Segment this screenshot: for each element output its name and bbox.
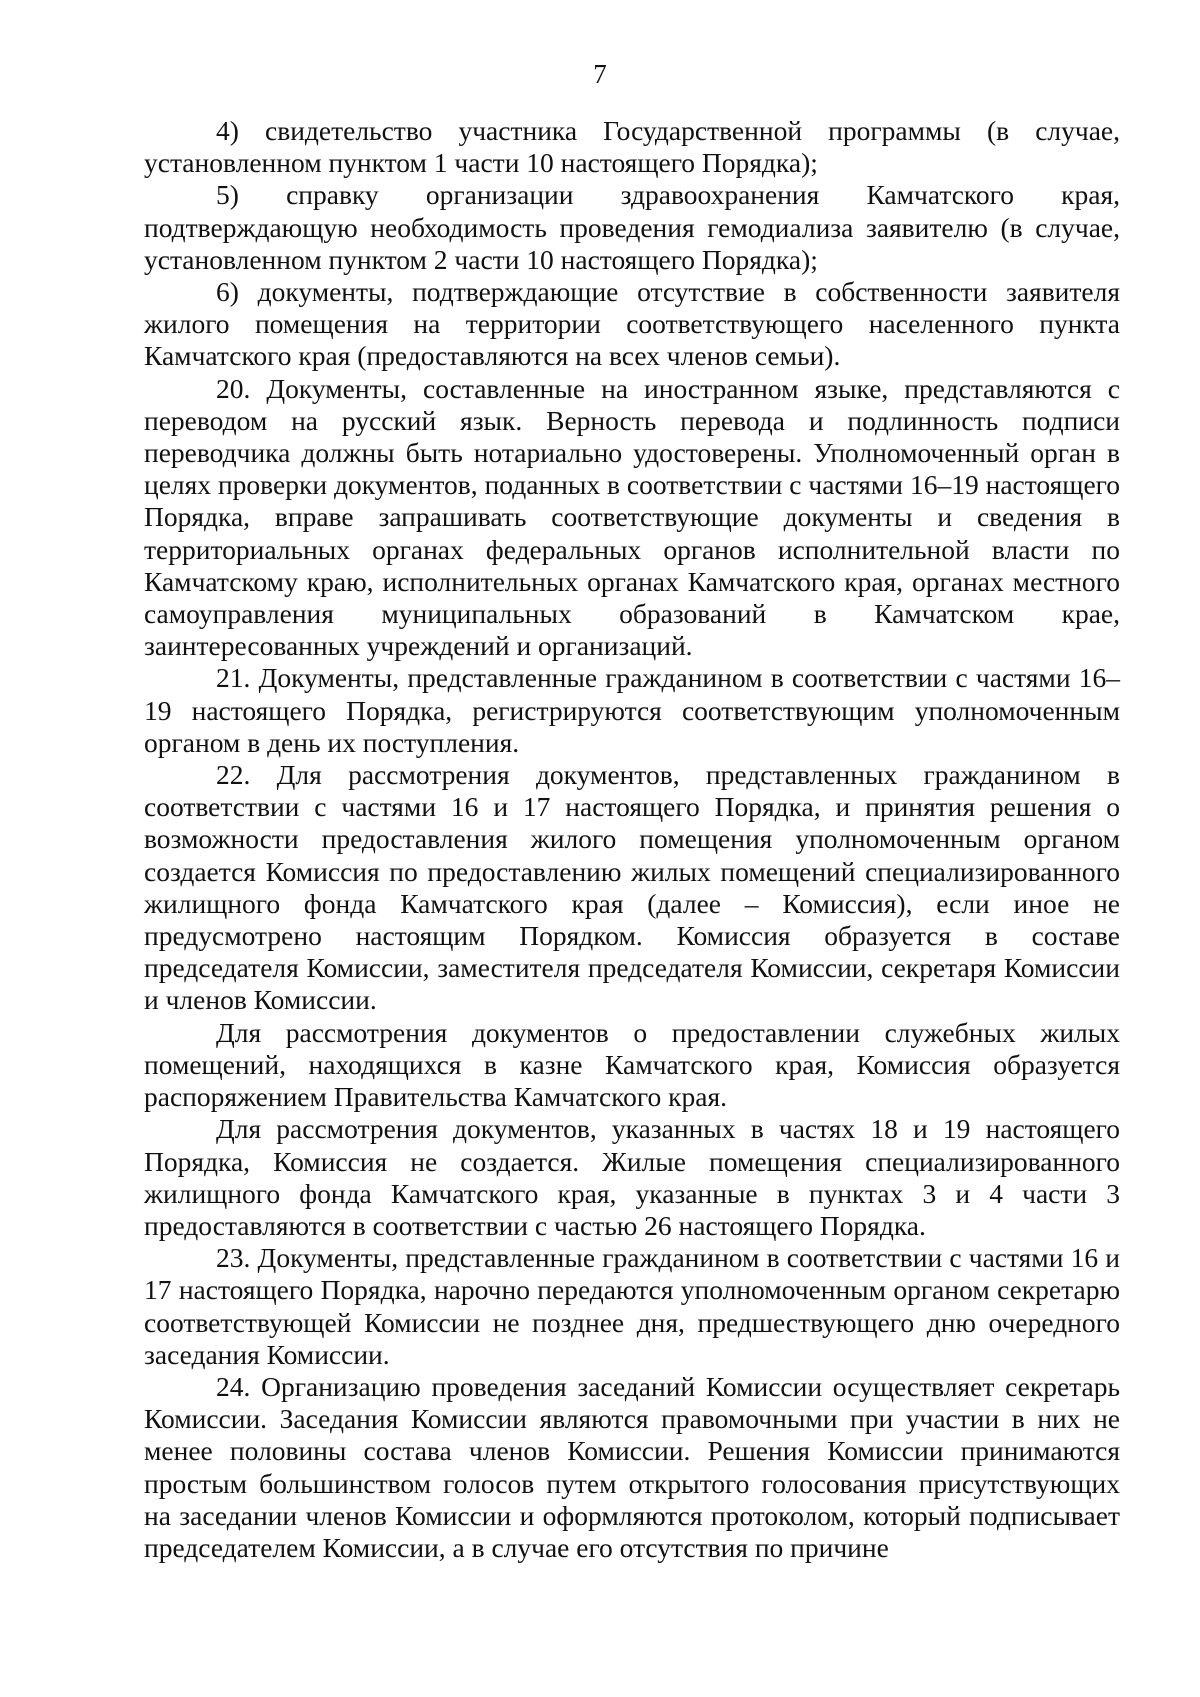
paragraph-item-4: 4) свидетельство участника Государственной программы (в случае, установленном пунктом 1 части 10 настоящего Порядка); xyxy=(144,115,1120,179)
paragraph-item-5: 5) справку организации здравоохранения Камчатского края, подтверждающую необходимость проведения гемодиализа заявителю (в случае, установленном пунктом 2 части 10 настоящего Порядка); xyxy=(144,179,1120,275)
paragraph-item-6: 6) документы, подтверждающие отсутствие в собственности заявителя жилого помещения на территории соответствующего населенного пункта Камчатского края (предоставляются на всех членов семьи). xyxy=(144,276,1120,372)
paragraph-section-24: 24. Организацию проведения заседаний Комиссии осуществляет секретарь Комиссии. Заседания Комиссии являются правомочными при участии в них не менее половины состава членов Комиссии. Решения Комиссии принимаются простым большинством голосов путем открытого голосования присутствующих на заседании членов Комиссии и оформляются протоколом, который подписывает председателем Комиссии, а в случае его отсутствия по причине xyxy=(144,1370,1120,1563)
paragraph-section-22: 22. Для рассмотрения документов, представленных гражданином в соответствии с частями 16 и 17 настоящего Порядка, и принятия решения о возможности предоставления жилого помещения уполномоченным органом создается Комиссия по предоставлению жилых помещений специализированного жилищного фонда Камчатского края (далее – Комиссия), если иное не предусмотрено настоящим Порядком. Комиссия образуется в составе председателя Комиссии, заместителя председателя Комиссии, секретаря Комиссии и членов Комиссии. xyxy=(144,759,1120,1016)
page-number: 7 xyxy=(593,59,607,89)
paragraph-parts-18-19: Для рассмотрения документов, указанных в частях 18 и 19 настоящего Порядка, Комиссия не создается. Жилые помещения специализированного жилищного фонда Камчатского края, указанные в пунктах 3 и 4 части 3 предоставляются в соответствии с частью 26 настоящего Порядка. xyxy=(144,1113,1120,1241)
paragraph-section-20: 20. Документы, составленные на иностранном языке, представляются с переводом на русский язык. Верность перевода и подлинность подписи переводчика должны быть нотариально удостоверены. Уполномоченный орган в целях проверки документов, поданных в соответствии с частями 16–19 настоящего Порядка, вправе запрашивать соответствующие документы и сведения в территориальных органах федеральных органов исполнительной власти по Камчатскому краю, исполнительных органах Камчатского края, органах местного самоуправления муниципальных образований в Камчатском крае, заинтересованных учреждений и организаций. xyxy=(144,372,1120,662)
paragraph-service-housing: Для рассмотрения документов о предоставлении служебных жилых помещений, находящихся в казне Камчатского края, Комиссия образуется распоряжением Правительства Камчатского края. xyxy=(144,1016,1120,1113)
document-body xyxy=(144,115,1120,1564)
paragraph-section-23: 23. Документы, представленные гражданином в соответствии с частями 16 и 17 настоящего Порядка, нарочно передаются уполномоченным органом секретарю соответствующей Комиссии не позднее дня, предшествующего дню очередного заседания Комиссии. xyxy=(144,1242,1120,1370)
paragraph-section-21: 21. Документы, представленные гражданином в соответствии с частями 16–19 настоящего Порядка, регистрируются соответствующим уполномоченным органом в день их поступления. xyxy=(144,662,1120,758)
